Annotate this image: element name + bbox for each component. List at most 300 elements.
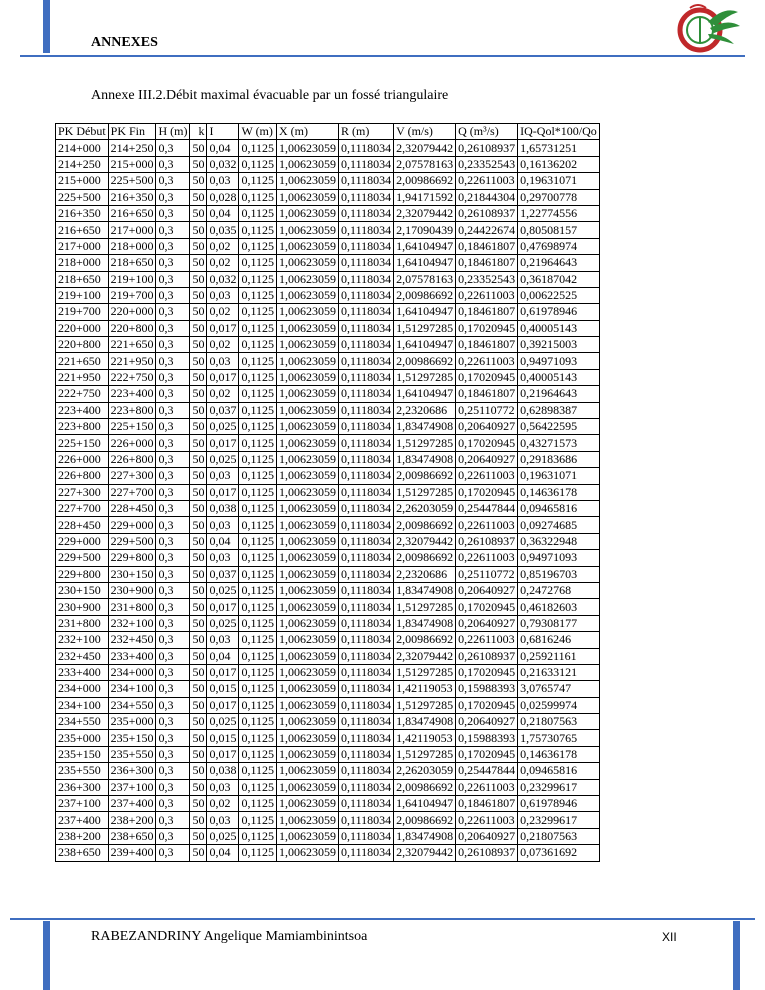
table-cell: 0,20640927 <box>456 615 518 631</box>
table-row <box>56 271 600 287</box>
table-cell: 50 <box>190 500 207 516</box>
table-cell: 234+100 <box>108 681 156 697</box>
table-row <box>56 468 600 484</box>
table-cell: 1,00623059 <box>277 205 339 221</box>
table-cell: 0,22611003 <box>456 632 518 648</box>
table-cell: 219+700 <box>56 304 109 320</box>
table-cell: 0,3 <box>156 173 190 189</box>
table-cell: 0,1118034 <box>339 714 394 730</box>
table-cell: 229+800 <box>56 566 109 582</box>
table-cell: 233+400 <box>108 648 156 664</box>
table-row <box>56 222 600 238</box>
flow-capacity-table <box>55 123 600 862</box>
table-cell: 0,36187042 <box>518 271 600 287</box>
table-cell: 1,00623059 <box>277 533 339 549</box>
column-header: I <box>207 124 239 140</box>
table-cell: 0,1118034 <box>339 828 394 844</box>
table-cell: 0,03 <box>207 468 239 484</box>
table-cell: 1,00623059 <box>277 517 339 533</box>
table-cell: 0,025 <box>207 714 239 730</box>
table-cell: 1,94171592 <box>394 189 456 205</box>
table-cell: 50 <box>190 484 207 500</box>
table-cell: 50 <box>190 304 207 320</box>
table-cell: 0,3 <box>156 500 190 516</box>
table-cell: 0,038 <box>207 500 239 516</box>
table-cell: 234+100 <box>56 697 109 713</box>
table-cell: 227+300 <box>56 484 109 500</box>
table-cell: 50 <box>190 386 207 402</box>
table-cell: 218+650 <box>56 271 109 287</box>
table-cell: 0,1125 <box>239 697 277 713</box>
table-cell: 0,1118034 <box>339 369 394 385</box>
table-cell: 0,025 <box>207 419 239 435</box>
table-cell: 0,04 <box>207 205 239 221</box>
table-cell: 1,51297285 <box>394 435 456 451</box>
table-cell: 0,3 <box>156 222 190 238</box>
table-cell: 0,025 <box>207 615 239 631</box>
table-cell: 0,40005143 <box>518 369 600 385</box>
table-cell: 236+300 <box>56 779 109 795</box>
table-cell: 0,20640927 <box>456 419 518 435</box>
table-cell: 0,1125 <box>239 648 277 664</box>
column-header: X (m) <box>277 124 339 140</box>
table-cell: 50 <box>190 287 207 303</box>
table-cell: 0,18461807 <box>456 386 518 402</box>
table-cell: 230+150 <box>56 582 109 598</box>
table-cell: 0,1125 <box>239 468 277 484</box>
table-cell: 0,3 <box>156 238 190 254</box>
table-cell: 0,1125 <box>239 517 277 533</box>
table-cell: 233+400 <box>56 664 109 680</box>
table-cell: 50 <box>190 730 207 746</box>
table-cell: 0,1125 <box>239 681 277 697</box>
table-row <box>56 582 600 598</box>
table-cell: 235+150 <box>108 730 156 746</box>
table-cell: 235+550 <box>56 763 109 779</box>
table-cell: 229+000 <box>108 517 156 533</box>
table-cell: 226+800 <box>108 451 156 467</box>
table-cell: 0,62898387 <box>518 402 600 418</box>
table-cell: 235+000 <box>56 730 109 746</box>
table-cell: 0,17020945 <box>456 369 518 385</box>
footer-accent-bar-right <box>733 921 740 990</box>
table-cell: 0,015 <box>207 681 239 697</box>
footer-author: RABEZANDRINY Angelique Mamiambinintsoa <box>91 929 368 944</box>
table-cell: 0,3 <box>156 369 190 385</box>
table-cell: 0,3 <box>156 320 190 336</box>
table-cell: 0,1125 <box>239 205 277 221</box>
table-row <box>56 238 600 254</box>
table-cell: 1,83474908 <box>394 714 456 730</box>
table-cell: 221+650 <box>56 353 109 369</box>
table-cell: 0,1125 <box>239 730 277 746</box>
table-cell: 227+700 <box>56 500 109 516</box>
table-cell: 228+450 <box>108 500 156 516</box>
column-header: W (m) <box>239 124 277 140</box>
table-cell: 1,75730765 <box>518 730 600 746</box>
table-row <box>56 632 600 648</box>
table-cell: 0,22611003 <box>456 353 518 369</box>
table-cell: 0,25447844 <box>456 500 518 516</box>
table-cell: 2,32079442 <box>394 205 456 221</box>
table-cell: 0,1125 <box>239 451 277 467</box>
table-cell: 50 <box>190 435 207 451</box>
table-row <box>56 402 600 418</box>
table-cell: 50 <box>190 714 207 730</box>
table-row <box>56 828 600 844</box>
table-cell: 0,1118034 <box>339 205 394 221</box>
table-cell: 0,23352543 <box>456 156 518 172</box>
table-cell: 220+800 <box>56 337 109 353</box>
university-logo-icon <box>672 0 742 56</box>
table-cell: 0,36322948 <box>518 533 600 549</box>
table-cell: 0,025 <box>207 828 239 844</box>
table-cell: 0,43271573 <box>518 435 600 451</box>
table-cell: 232+100 <box>56 632 109 648</box>
table-cell: 231+800 <box>108 599 156 615</box>
table-cell: 50 <box>190 779 207 795</box>
table-cell: 50 <box>190 582 207 598</box>
table-cell: 1,00623059 <box>277 746 339 762</box>
table-row <box>56 304 600 320</box>
table-cell: 1,51297285 <box>394 697 456 713</box>
column-header: Q (m³/s) <box>456 124 518 140</box>
table-cell: 0,02 <box>207 337 239 353</box>
table-cell: 214+250 <box>56 156 109 172</box>
table-cell: 0,1125 <box>239 369 277 385</box>
table-cell: 235+000 <box>108 714 156 730</box>
table-cell: 0,1125 <box>239 156 277 172</box>
table-cell: 1,00623059 <box>277 189 339 205</box>
table-row <box>56 140 600 156</box>
table-cell: 0,17020945 <box>456 664 518 680</box>
table-cell: 50 <box>190 205 207 221</box>
table-cell: 0,1118034 <box>339 435 394 451</box>
table-cell: 0,15988393 <box>456 681 518 697</box>
table-cell: 1,51297285 <box>394 746 456 762</box>
table-cell: 1,51297285 <box>394 320 456 336</box>
table-cell: 0,02 <box>207 238 239 254</box>
table-cell: 50 <box>190 796 207 812</box>
table-cell: 1,00623059 <box>277 779 339 795</box>
table-cell: 219+100 <box>108 271 156 287</box>
table-cell: 218+650 <box>108 255 156 271</box>
table-cell: 0,1125 <box>239 599 277 615</box>
table-cell: 50 <box>190 812 207 828</box>
table-cell: 0,14636178 <box>518 484 600 500</box>
table-caption: Annexe III.2.Débit maximal évacuable par un fossé triangulaire <box>91 88 449 103</box>
table-cell: 2,00986692 <box>394 812 456 828</box>
table-cell: 234+000 <box>56 681 109 697</box>
table-cell: 222+750 <box>56 386 109 402</box>
table-cell: 0,3 <box>156 451 190 467</box>
table-cell: 238+200 <box>108 812 156 828</box>
table-cell: 0,1118034 <box>339 222 394 238</box>
table-cell: 237+400 <box>108 796 156 812</box>
table-cell: 50 <box>190 255 207 271</box>
table-cell: 0,22611003 <box>456 779 518 795</box>
table-cell: 230+150 <box>108 566 156 582</box>
table-cell: 0,26108937 <box>456 533 518 549</box>
table-cell: 2,2320686 <box>394 566 456 582</box>
table-cell: 229+500 <box>56 550 109 566</box>
table-cell: 0,1125 <box>239 402 277 418</box>
table-cell: 0,03 <box>207 353 239 369</box>
table-cell: 0,03 <box>207 550 239 566</box>
table-cell: 1,00623059 <box>277 582 339 598</box>
table-cell: 0,017 <box>207 599 239 615</box>
table-cell: 0,26108937 <box>456 140 518 156</box>
table-cell: 0,21964643 <box>518 255 600 271</box>
table-cell: 50 <box>190 419 207 435</box>
table-cell: 50 <box>190 632 207 648</box>
table-cell: 0,20640927 <box>456 828 518 844</box>
table-cell: 0,14636178 <box>518 746 600 762</box>
table-cell: 1,00623059 <box>277 714 339 730</box>
table-cell: 0,3 <box>156 812 190 828</box>
table-cell: 0,09465816 <box>518 763 600 779</box>
table-cell: 228+450 <box>56 517 109 533</box>
table-cell: 0,22611003 <box>456 468 518 484</box>
table-cell: 0,1118034 <box>339 550 394 566</box>
table-cell: 1,00623059 <box>277 828 339 844</box>
table-cell: 0,21964643 <box>518 386 600 402</box>
table-cell: 229+000 <box>56 533 109 549</box>
table-cell: 0,1125 <box>239 566 277 582</box>
footer-accent-bar-left <box>43 921 50 990</box>
table-cell: 0,1118034 <box>339 140 394 156</box>
table-cell: 0,3 <box>156 271 190 287</box>
table-cell: 0,18461807 <box>456 255 518 271</box>
table-cell: 0,18461807 <box>456 238 518 254</box>
table-cell: 226+800 <box>56 468 109 484</box>
table-cell: 50 <box>190 451 207 467</box>
table-cell: 0,3 <box>156 582 190 598</box>
column-header: H (m) <box>156 124 190 140</box>
table-cell: 0,1118034 <box>339 763 394 779</box>
table-row <box>56 746 600 762</box>
column-header: IQ-Qol*100/Qo <box>518 124 600 140</box>
table-cell: 0,1118034 <box>339 271 394 287</box>
table-cell: 0,21807563 <box>518 828 600 844</box>
table-cell: 0,1118034 <box>339 681 394 697</box>
table-cell: 1,00623059 <box>277 386 339 402</box>
table-cell: 2,32079442 <box>394 845 456 861</box>
table-cell: 0,1125 <box>239 189 277 205</box>
table-cell: 0,04 <box>207 648 239 664</box>
table-cell: 238+200 <box>56 828 109 844</box>
table-cell: 0,03 <box>207 287 239 303</box>
table-row <box>56 533 600 549</box>
table-cell: 2,07578163 <box>394 271 456 287</box>
table-cell: 1,42119053 <box>394 730 456 746</box>
table-cell: 0,3 <box>156 533 190 549</box>
table-cell: 0,3 <box>156 337 190 353</box>
table-cell: 0,1118034 <box>339 599 394 615</box>
table-cell: 50 <box>190 845 207 861</box>
table-cell: 0,3 <box>156 599 190 615</box>
table-cell: 1,00623059 <box>277 156 339 172</box>
table-cell: 1,51297285 <box>394 599 456 615</box>
table-cell: 0,1118034 <box>339 353 394 369</box>
table-cell: 0,3 <box>156 615 190 631</box>
table-cell: 1,00623059 <box>277 419 339 435</box>
table-cell: 0,1125 <box>239 779 277 795</box>
table-cell: 1,51297285 <box>394 664 456 680</box>
table-cell: 0,3 <box>156 287 190 303</box>
table-cell: 226+000 <box>56 451 109 467</box>
table-cell: 225+500 <box>56 189 109 205</box>
table-cell: 0,1118034 <box>339 287 394 303</box>
table-cell: 0,03 <box>207 517 239 533</box>
table-cell: 2,00986692 <box>394 632 456 648</box>
table-cell: 50 <box>190 599 207 615</box>
table-cell: 0,02 <box>207 386 239 402</box>
table-row <box>56 287 600 303</box>
table-cell: 0,017 <box>207 369 239 385</box>
table-cell: 1,83474908 <box>394 615 456 631</box>
table-cell: 0,22611003 <box>456 287 518 303</box>
table-cell: 1,65731251 <box>518 140 600 156</box>
table-cell: 237+100 <box>56 796 109 812</box>
table-cell: 50 <box>190 173 207 189</box>
table-cell: 2,17090439 <box>394 222 456 238</box>
table-cell: 234+550 <box>56 714 109 730</box>
table-row <box>56 517 600 533</box>
table-cell: 0,3 <box>156 189 190 205</box>
table-cell: 50 <box>190 664 207 680</box>
table-row <box>56 796 600 812</box>
table-cell: 1,00623059 <box>277 287 339 303</box>
table-cell: 1,00623059 <box>277 173 339 189</box>
table-cell: 0,1118034 <box>339 796 394 812</box>
table-cell: 0,6816246 <box>518 632 600 648</box>
table-cell: 1,64104947 <box>394 238 456 254</box>
table-cell: 0,1118034 <box>339 238 394 254</box>
table-cell: 0,1125 <box>239 812 277 828</box>
table-cell: 0,015 <box>207 730 239 746</box>
table-cell: 216+350 <box>56 205 109 221</box>
table-cell: 238+650 <box>108 828 156 844</box>
table-cell: 232+450 <box>56 648 109 664</box>
table-cell: 222+750 <box>108 369 156 385</box>
table-row <box>56 173 600 189</box>
table-cell: 2,26203059 <box>394 763 456 779</box>
table-cell: 216+650 <box>56 222 109 238</box>
table-cell: 0,25447844 <box>456 763 518 779</box>
table-cell: 0,17020945 <box>456 435 518 451</box>
table-cell: 0,79308177 <box>518 615 600 631</box>
column-header: k <box>190 124 207 140</box>
table-row <box>56 566 600 582</box>
table-cell: 0,3 <box>156 402 190 418</box>
footer-rule <box>10 918 755 920</box>
table-cell: 2,00986692 <box>394 173 456 189</box>
table-cell: 2,00986692 <box>394 287 456 303</box>
table-cell: 223+800 <box>108 402 156 418</box>
table-cell: 0,25921161 <box>518 648 600 664</box>
table-cell: 1,00623059 <box>277 796 339 812</box>
table-cell: 0,1125 <box>239 304 277 320</box>
table-cell: 0,1118034 <box>339 517 394 533</box>
table-cell: 50 <box>190 402 207 418</box>
table-cell: 0,1125 <box>239 173 277 189</box>
table-cell: 0,3 <box>156 779 190 795</box>
table-cell: 1,00623059 <box>277 484 339 500</box>
page-number: XII <box>662 930 677 944</box>
table-cell: 219+700 <box>108 287 156 303</box>
table-row <box>56 714 600 730</box>
table-cell: 0,1125 <box>239 320 277 336</box>
table-cell: 50 <box>190 271 207 287</box>
table-cell: 221+950 <box>108 353 156 369</box>
table-row <box>56 779 600 795</box>
table-cell: 237+100 <box>108 779 156 795</box>
table-cell: 0,038 <box>207 763 239 779</box>
table-cell: 50 <box>190 746 207 762</box>
table-cell: 1,42119053 <box>394 681 456 697</box>
table-cell: 0,3 <box>156 763 190 779</box>
table-cell: 50 <box>190 320 207 336</box>
table-cell: 0,3 <box>156 828 190 844</box>
header-rule <box>20 55 745 57</box>
table-cell: 0,1118034 <box>339 730 394 746</box>
table-row <box>56 664 600 680</box>
table-cell: 0,1118034 <box>339 173 394 189</box>
table-cell: 0,1118034 <box>339 320 394 336</box>
table-cell: 0,02 <box>207 304 239 320</box>
table-cell: 0,04 <box>207 845 239 861</box>
table-cell: 1,83474908 <box>394 451 456 467</box>
table-cell: 1,00623059 <box>277 697 339 713</box>
table-cell: 1,64104947 <box>394 796 456 812</box>
table-cell: 0,1118034 <box>339 566 394 582</box>
table-cell: 1,00623059 <box>277 402 339 418</box>
table-cell: 2,26203059 <box>394 500 456 516</box>
table-cell: 0,037 <box>207 566 239 582</box>
table-row <box>56 369 600 385</box>
table-cell: 0,025 <box>207 451 239 467</box>
table-cell: 1,00623059 <box>277 500 339 516</box>
table-cell: 0,24422674 <box>456 222 518 238</box>
table-cell: 216+350 <box>108 189 156 205</box>
table-cell: 2,32079442 <box>394 140 456 156</box>
table-cell: 0,3 <box>156 468 190 484</box>
table-cell: 0,025 <box>207 582 239 598</box>
table-row <box>56 451 600 467</box>
table-cell: 0,80508157 <box>518 222 600 238</box>
table-cell: 1,00623059 <box>277 599 339 615</box>
table-row <box>56 205 600 221</box>
table-cell: 2,00986692 <box>394 468 456 484</box>
table-cell: 1,83474908 <box>394 582 456 598</box>
table-cell: 50 <box>190 468 207 484</box>
table-cell: 234+000 <box>108 664 156 680</box>
table-row <box>56 500 600 516</box>
table-cell: 236+300 <box>108 763 156 779</box>
table-cell: 0,17020945 <box>456 320 518 336</box>
table-cell: 231+800 <box>56 615 109 631</box>
table-row <box>56 419 600 435</box>
table-cell: 0,3 <box>156 435 190 451</box>
table-cell: 0,04 <box>207 140 239 156</box>
table-cell: 227+700 <box>108 484 156 500</box>
table-cell: 1,83474908 <box>394 419 456 435</box>
table-cell: 0,21844304 <box>456 189 518 205</box>
table-cell: 3,0765747 <box>518 681 600 697</box>
table-row <box>56 337 600 353</box>
table-cell: 0,3 <box>156 386 190 402</box>
